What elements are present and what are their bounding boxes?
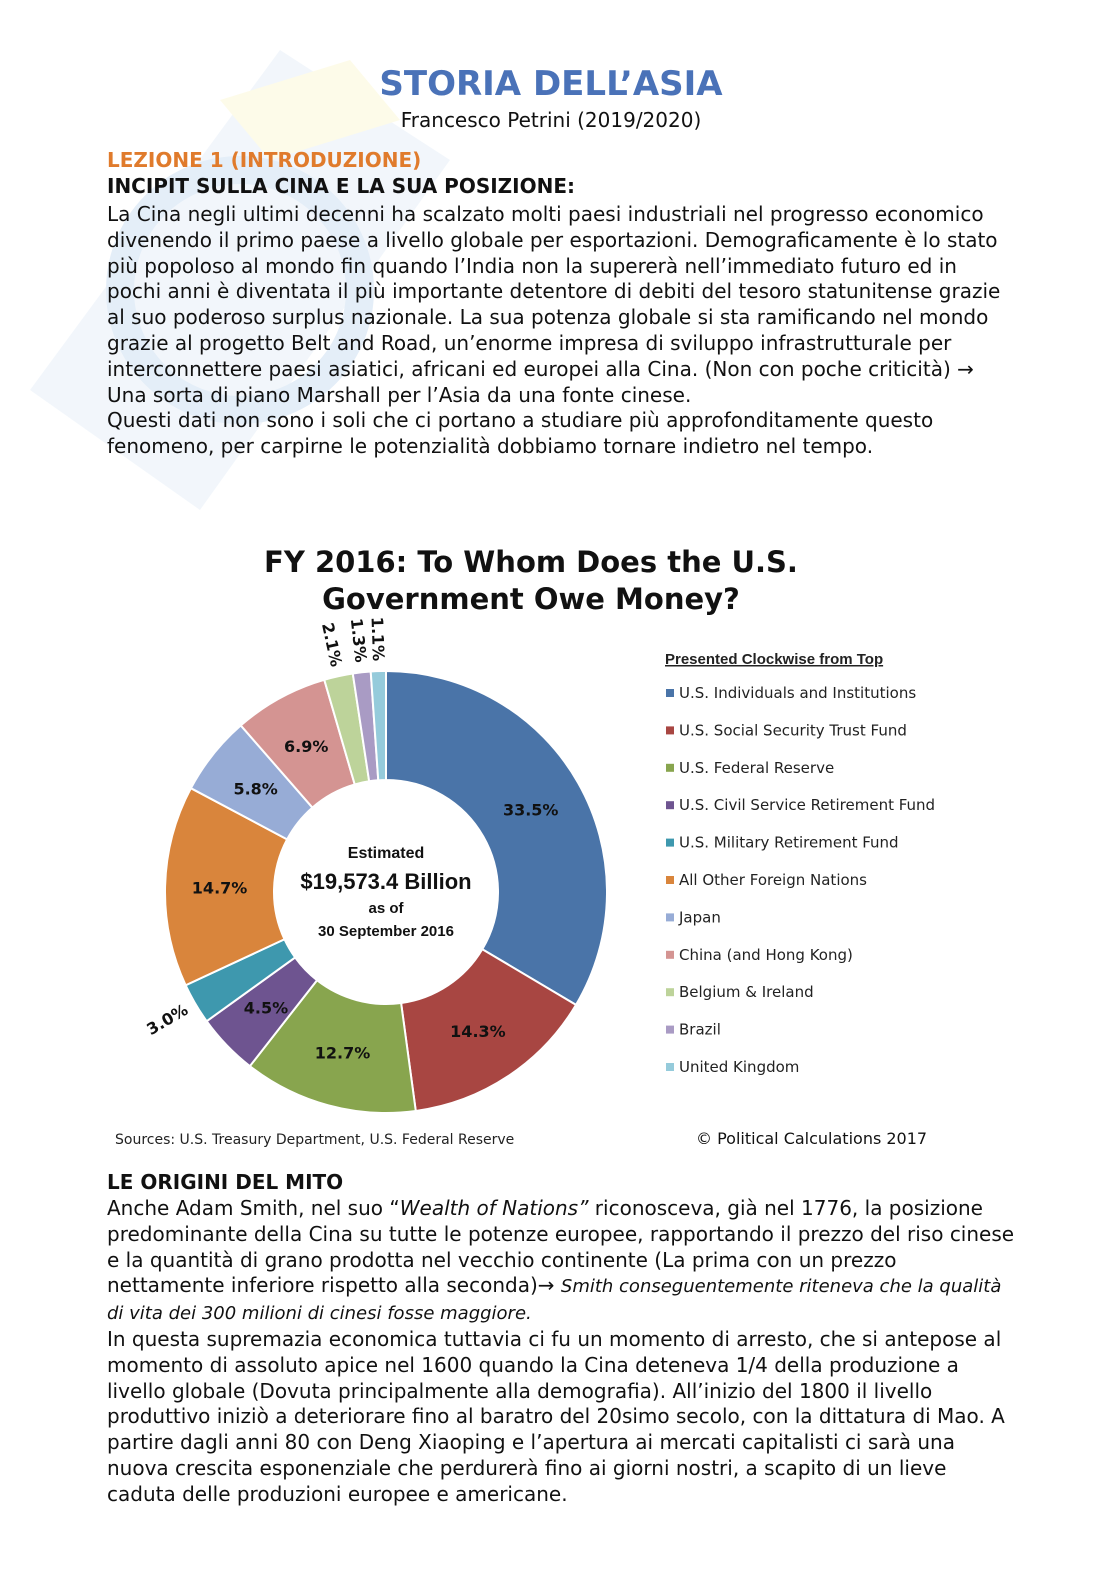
legend-entry: China (and Hong Kong) [679,945,853,964]
document-subtitle: Francesco Petrini (2019/2020) [400,108,702,132]
legend-entry: U.S. Social Security Trust Fund [679,721,907,740]
legend-entry: U.S. Military Retirement Fund [679,833,899,852]
slice-percent-label: 33.5% [502,800,559,820]
chart-legend [666,684,935,1076]
lesson-heading: LEZIONE 1 (INTRODUZIONE) [107,148,422,172]
slice-percent-label: 5.8% [233,779,278,799]
chart-title-line1: FY 2016: To Whom Does the U.S. [264,545,798,579]
center-label-amount: $19,573.4 Billion [300,869,472,894]
legend-entry: Belgium & Ireland [679,983,814,1002]
legend-entry: U.S. Civil Service Retirement Fund [679,796,936,815]
legend-swatch [666,764,674,772]
legend-swatch [666,913,674,921]
debt-doughnut-chart [0,530,1116,1150]
legend-swatch [666,876,674,884]
slice-percent-label: 4.5% [243,998,289,1018]
paragraph: Questi dati non sono i soli che ci portano a studiare più approfonditamente questo fenomeno, per carpirne le potenzialità dobbiamo tornare indietro nel tempo. [107,408,934,459]
legend-entry: United Kingdom [679,1058,800,1076]
paragraph: In questa supremazia economica tuttavia ci fu un momento di arresto, che si antepose al momento di assoluto apice nel 1600 quando la Cina deteneva 1/4 della produzione a livello globale (Dovuta principalmente alla demografia). All’inizio del 1800 il livello produttivo iniziò a deteriorare fino al baratro del 20simo secolo, con la dittatura di Mao. A partire dagli anni 80 con Deng Xiaoping e l’apertura ai mercati capitalisti ci sarà una nuova crescita esponenziale che perdurerà fino ai giorni nostri, a scapito di un lieve caduta delle produzioni europee e americane. [107,1326,1005,1506]
center-label-date: 30 September 2016 [318,923,454,940]
slice-percent-label: 1.1% [367,616,389,662]
book-title: Wealth of Nations” [399,1196,589,1220]
section-origini-body [107,1196,1017,1508]
center-label-as-of: as of [368,900,404,917]
section-heading-origini: LE ORIGINI DEL MITO [107,1170,344,1194]
legend-entry: U.S. Individuals and Institutions [679,684,917,702]
section-incipit-body [107,202,1017,460]
paragraph: La Cina negli ultimi decenni ha scalzato molti paesi industriali nel progresso economico divenendo il primo paese a livello globale per esportazioni. Demograficamente è lo stato più popoloso al mondo fin quando l’India non la supererà nell’immediato futuro ed in pochi anni è diventata il più importante detentore di debiti del tesoro statunitense grazie al suo poderoso surplus nazionale. La sua potenza globale si sta ramificando nel mondo grazie al progetto Belt and Road, un’enorme impresa di sviluppo infrastrutturale per interconnettere paesi asiatici, africani ed europei alla Cina. (Non con poche criticità) → Una sorta di piano Marshall per l’Asia da una fonte cinese. [107,202,1001,407]
section-heading-incipit: INCIPIT SULLA CINA E LA SUA POSIZIONE: [107,174,576,198]
legend-entry: U.S. Federal Reserve [679,758,835,777]
legend-title: Presented Clockwise from Top [665,651,884,668]
italic-note: Smith conseguentemente riteneva che la qualità di vita dei 300 milioni di cinesi fosse maggiore. [107,1276,1002,1325]
legend-swatch [666,839,674,847]
legend-entry: Japan [679,908,721,927]
slice-percent-label: 1.3% [346,617,371,664]
slice-percent-label: 2.1% [317,620,347,669]
legend-swatch [666,726,674,734]
slice-percent-label: 3.0% [143,1000,192,1039]
legend-entry: Brazil [679,1020,721,1039]
legend-swatch [666,1026,674,1034]
slice-percent-label: 14.7% [191,878,248,898]
slice-percent-label: 12.7% [314,1043,371,1063]
legend-swatch [666,801,674,809]
chart-source: Sources: U.S. Treasury Department, U.S. Federal Reserve [115,1132,515,1148]
slice-percent-label: 6.9% [283,736,329,756]
paragraph: Anche Adam Smith, nel suo “Wealth of Nations” riconosceva, già nel 1776, la posizione predominante della Cina su tutte le potenze europee, rapportando il prezzo del riso cinese e la quantità di grano prodotta nel vecchio continente (La prima con un prezzo nettamente inferiore rispetto alla seconda)→ Smith conseguentemente riteneva che la qualità di vita dei 300 milioni di cinesi fosse maggiore. [107,1196,1015,1325]
chart-copyright: © Political Calculations 2017 [696,1129,928,1148]
center-label-estimated: Estimated [347,845,425,862]
legend-swatch [666,951,674,959]
document-title: STORIA DELL’ASIA [379,64,723,104]
legend-swatch [666,689,674,697]
legend-swatch [666,988,674,996]
legend-swatch [666,1063,674,1071]
chart-title-line2: Government Owe Money? [322,582,740,616]
slice-percent-label: 14.3% [450,1021,506,1041]
legend-entry: All Other Foreign Nations [679,871,867,889]
chart-slice [386,671,607,1005]
